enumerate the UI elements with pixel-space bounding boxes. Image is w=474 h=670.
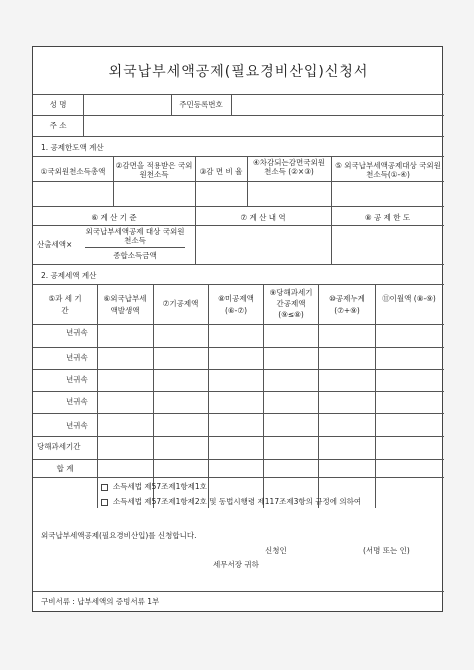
row-label: 년귀속 <box>66 421 88 430</box>
divider <box>33 324 444 325</box>
divider <box>375 284 376 508</box>
name-label: 성 명 <box>49 100 67 109</box>
divider <box>33 264 444 265</box>
address-label: 주 소 <box>49 121 67 130</box>
section2-title: 2. 공제세액 계산 <box>41 271 97 280</box>
divider <box>208 284 209 508</box>
divider <box>33 225 444 226</box>
recipient: 세무서장 귀하 <box>213 560 259 569</box>
checkbox[interactable] <box>101 499 108 506</box>
divider <box>33 436 444 437</box>
formula-prefix: 산출세액× <box>37 240 73 249</box>
formula-numerator: 외국납부세액공제 대상 국외원천소득 <box>85 227 185 248</box>
s2-header-3: ⑦기공제액 <box>162 299 199 308</box>
divider <box>33 206 444 207</box>
divider <box>153 284 154 508</box>
total-label: 합 계 <box>56 464 74 473</box>
divider <box>263 284 264 508</box>
row-label: 년귀속 <box>66 375 88 384</box>
s2-header-7: ⑪이월액 (⑧-⑨) <box>382 294 436 303</box>
calc-basis-header: ⑥ 계 산 기 준 <box>91 213 137 222</box>
divider <box>33 459 444 460</box>
row-label: 당해과세기간 <box>37 442 81 451</box>
signature-label: (서명 또는 인) <box>363 546 410 555</box>
divider <box>33 347 444 348</box>
id-field[interactable] <box>232 95 442 114</box>
s2-header-4: ⑧미공제액 (⑥-⑦) <box>218 294 254 315</box>
section1-title: 1. 공제한도액 계산 <box>41 143 104 152</box>
calc-detail-header: ⑦ 계 산 내 역 <box>240 213 286 222</box>
address-field[interactable] <box>84 116 442 135</box>
s2-header-5: ⑨당해과세기 간공제액 (⑨≤⑧) <box>269 288 313 319</box>
row-label: 년귀속 <box>66 353 88 362</box>
application-form <box>32 46 443 612</box>
s1-header-3: ③감 면 비 율 <box>199 167 243 176</box>
formula-denominator: 종합소득금액 <box>113 251 157 260</box>
divider <box>318 284 319 508</box>
s1-header-1: ①국외원천소득총액 <box>40 167 106 176</box>
s2-header-6: ⑩공제누계 (⑦+⑨) <box>329 294 365 315</box>
s1-header-2: ②감면을 적용받은 국외원천소득 <box>115 161 193 179</box>
divider <box>33 591 444 592</box>
divider <box>33 156 444 157</box>
divider <box>33 477 444 478</box>
divider <box>97 284 98 508</box>
s1-header-4: ④차감되는감면국외원천소득 (②×③) <box>253 158 325 176</box>
id-label: 주민등록번호 <box>179 100 223 109</box>
s2-header-2: ⑥외국납부세 액발생액 <box>103 294 147 315</box>
check-option-2[interactable]: 소득세법 제57조제1항제2호 및 동법시행령 제117조제3항의 규정에 의하여 <box>101 497 361 506</box>
check-option-1[interactable]: 소득세법 제57조제1항제1호 <box>101 482 207 491</box>
divider <box>33 369 444 370</box>
s2-header-1: ⑤과 세 기 간 <box>48 294 82 315</box>
deduction-limit-header: ⑧ 공 제 한 도 <box>364 213 411 222</box>
row-label: 년귀속 <box>66 397 88 406</box>
form-title: 외국납부세액공제(필요경비산입)신청서 <box>108 64 369 80</box>
apply-text: 외국납부세액공제(필요경비산입)를 신청합니다. <box>41 531 197 540</box>
name-field[interactable] <box>84 95 170 114</box>
divider <box>33 181 444 182</box>
row-label: 년귀속 <box>66 328 88 337</box>
checkbox[interactable] <box>101 484 108 491</box>
divider <box>33 391 444 392</box>
divider <box>33 413 444 414</box>
attachment-note: 구비서류 : 납부세액의 증빙서류 1부 <box>41 597 160 606</box>
divider <box>33 284 444 285</box>
divider <box>33 136 444 137</box>
applicant-label: 신청인 <box>265 546 287 555</box>
s1-header-5: ⑤ 외국납부세액공제대상 국외원천소득(①-④) <box>335 161 441 179</box>
